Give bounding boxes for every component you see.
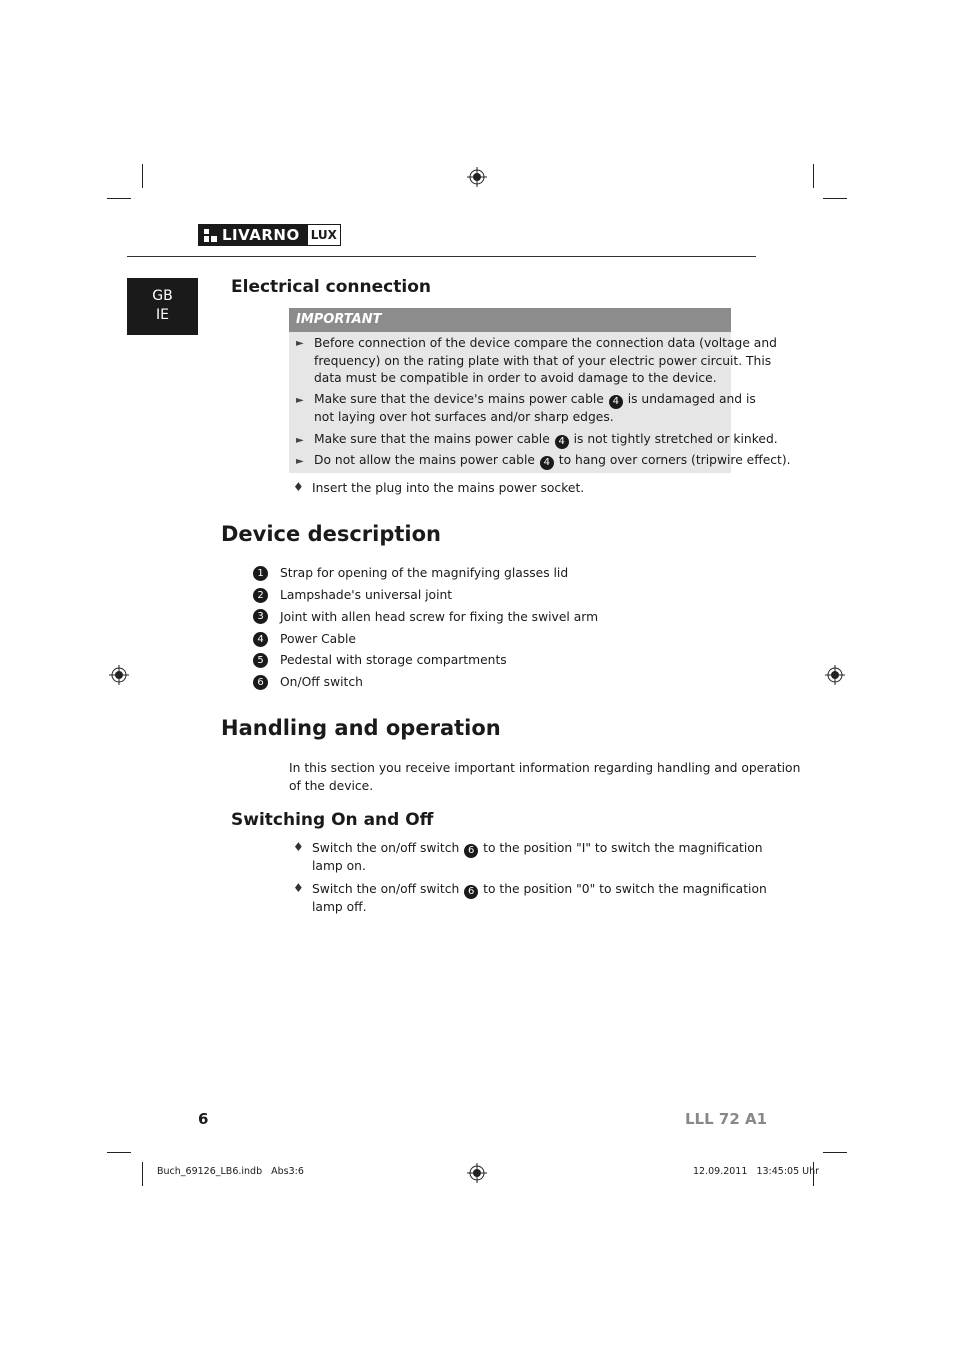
part-label: Strap for opening of the magnifying glasses lid [280, 566, 569, 580]
part-label: Pedestal with storage compartments [280, 653, 507, 667]
text-line: Switch the on/off switch 6 to the position "0" to switch the magnification [312, 882, 767, 897]
lang-code: GB [152, 288, 173, 304]
registration-mark-icon [109, 665, 129, 685]
important-item: Make sure that the mains power cable 4 is not tightly stretched or kinked. [314, 432, 778, 447]
arrow-bullet-icon: ► [296, 395, 304, 406]
part-label: Lampshade's universal joint [280, 588, 453, 602]
registration-mark-icon [825, 665, 845, 685]
important-item: Do not allow the mains power cable 4 to hang over corners (tripwire effect). [314, 453, 791, 468]
crop-mark [142, 1162, 143, 1186]
step-text [312, 881, 767, 917]
logo-text: LIVARNO [222, 226, 300, 244]
text-line: lamp on. [312, 859, 366, 873]
model-number: LLL 72 A1 [685, 1110, 768, 1128]
text-line: data must be compatible in order to avoid damage to the device. [314, 371, 717, 385]
part-number-badge: 6 [464, 844, 478, 858]
lang-code: IE [156, 307, 169, 323]
print-slug-file: Buch_69126_LB6.indb Abs3:6 [157, 1166, 304, 1177]
language-tab [127, 278, 198, 335]
crop-mark [823, 1152, 847, 1153]
logo-mark-icon [204, 229, 217, 242]
crop-mark [107, 1152, 131, 1153]
arrow-bullet-icon: ► [296, 435, 304, 446]
section-heading-device: Device description [221, 522, 441, 546]
header-rule [127, 256, 756, 257]
brand-logo [198, 224, 341, 246]
text-line: Switch the on/off switch 6 to the position "I" to switch the magnification [312, 841, 763, 856]
part-label: Power Cable [280, 632, 356, 646]
registration-mark-icon [467, 167, 487, 187]
step-text: Insert the plug into the mains power socket. [312, 481, 585, 495]
step-text [312, 840, 763, 876]
important-item [314, 335, 777, 388]
part-label: Joint with allen head screw for fixing the swivel arm [280, 610, 599, 624]
registration-mark-icon [467, 1163, 487, 1183]
part-number-badge: 6 [253, 675, 268, 690]
text-line: lamp off. [312, 900, 367, 914]
part-number-badge: 2 [253, 588, 268, 603]
text-line: Make sure that the device's mains power cable 4 is undamaged and is [314, 392, 756, 407]
part-number-badge: 4 [555, 435, 569, 449]
part-number-badge: 4 [253, 632, 268, 647]
diamond-bullet-icon: ♦ [293, 881, 304, 895]
section-heading-electrical: Electrical connection [231, 277, 431, 297]
important-label: IMPORTANT [289, 308, 731, 332]
crop-mark [107, 198, 131, 199]
logo-lux: LUX [307, 224, 341, 246]
part-number-badge: 3 [253, 609, 268, 624]
sub-heading-switching: Switching On and Off [231, 810, 434, 830]
text-line: In this section you receive important information regarding handling and operation [289, 761, 801, 775]
logo-main [198, 224, 307, 246]
important-item [314, 391, 756, 427]
crop-mark [813, 164, 814, 188]
diamond-bullet-icon: ♦ [293, 480, 304, 494]
part-label: On/Off switch [280, 675, 363, 689]
page-number: 6 [198, 1110, 209, 1128]
text-line: frequency) on the rating plate with that of your electric power circuit. This [314, 353, 772, 368]
intro-paragraph [289, 760, 800, 795]
part-number-badge: 4 [609, 395, 623, 409]
part-number-badge: 5 [253, 653, 268, 668]
crop-mark [823, 198, 847, 199]
section-heading-handling: Handling and operation [221, 716, 501, 740]
diamond-bullet-icon: ♦ [293, 840, 304, 854]
text-line: Before connection of the device compare the connection data (voltage and [314, 336, 777, 350]
part-number-badge: 6 [464, 885, 478, 899]
part-number-badge: 1 [253, 566, 268, 581]
arrow-bullet-icon: ► [296, 456, 304, 467]
crop-mark [142, 164, 143, 188]
arrow-bullet-icon: ► [296, 338, 304, 349]
text-line: not laying over hot surfaces and/or sharp edges. [314, 410, 614, 424]
text-line: of the device. [289, 778, 374, 793]
print-slug-date: 12.09.2011 13:45:05 Uhr [693, 1166, 820, 1177]
part-number-badge: 4 [540, 456, 554, 470]
